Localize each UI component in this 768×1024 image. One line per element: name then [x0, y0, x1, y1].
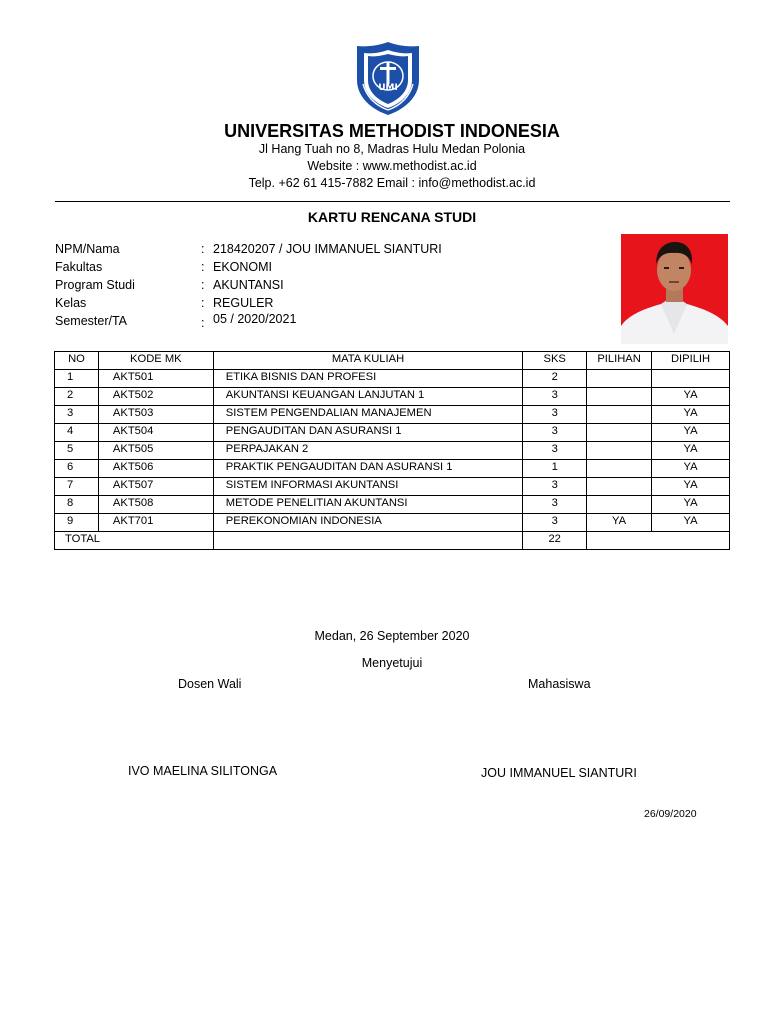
- cell-no: 1: [55, 370, 99, 388]
- cell-mata-kuliah: SISTEM INFORMASI AKUNTANSI: [213, 478, 522, 496]
- cell-sks: 3: [523, 388, 587, 406]
- cell-no: 6: [55, 460, 99, 478]
- cell-dipilih: YA: [652, 514, 730, 532]
- table-total-row: [55, 532, 730, 550]
- cell-sks: 3: [523, 514, 587, 532]
- cell-kode: AKT701: [98, 514, 213, 532]
- cell-sks: 1: [523, 460, 587, 478]
- cell-pilihan: YA: [587, 514, 652, 532]
- info-label-fakultas: Fakultas: [55, 260, 103, 274]
- info-colon: :: [201, 242, 205, 256]
- cell-sks: 3: [523, 478, 587, 496]
- place-date: Medan, 26 September 2020: [314, 629, 470, 643]
- cell-mata-kuliah: AKUNTANSI KEUANGAN LANJUTAN 1: [213, 388, 522, 406]
- courses-table: [54, 351, 730, 550]
- cell-dipilih: YA: [652, 478, 730, 496]
- cell-pilihan: [587, 442, 652, 460]
- university-address: Jl Hang Tuah no 8, Madras Hulu Medan Polonia: [258, 142, 526, 156]
- cell-pilihan: [587, 424, 652, 442]
- table-row: [55, 514, 730, 532]
- cell-no: 7: [55, 478, 99, 496]
- total-sks: 22: [523, 532, 587, 550]
- total-blank: [213, 532, 522, 550]
- student-name: JOU IMMANUEL SIANTURI: [481, 766, 637, 780]
- cell-kode: AKT505: [98, 442, 213, 460]
- cell-kode: AKT504: [98, 424, 213, 442]
- cell-dipilih: YA: [652, 460, 730, 478]
- info-label-npm: NPM/Nama: [55, 242, 120, 256]
- info-colon: :: [201, 296, 205, 310]
- cell-kode: AKT501: [98, 370, 213, 388]
- header-mata-kuliah: MATA KULIAH: [213, 352, 522, 370]
- cell-mata-kuliah: PRAKTIK PENGAUDITAN DAN ASURANSI 1: [213, 460, 522, 478]
- approval-text: Menyetujui: [361, 656, 423, 670]
- table-row: [55, 406, 730, 424]
- cell-no: 4: [55, 424, 99, 442]
- cell-sks: 3: [523, 424, 587, 442]
- table-row: [55, 460, 730, 478]
- advisor-role: Dosen Wali: [178, 677, 242, 691]
- cell-mata-kuliah: PEREKONOMIAN INDONESIA: [213, 514, 522, 532]
- cell-pilihan: [587, 460, 652, 478]
- info-colon: :: [201, 260, 205, 274]
- cell-dipilih: YA: [652, 442, 730, 460]
- total-label: TOTAL: [55, 532, 214, 550]
- advisor-name: IVO MAELINA SILITONGA: [128, 764, 278, 778]
- header-kode-mk: KODE MK: [98, 352, 213, 370]
- cell-dipilih: [652, 370, 730, 388]
- cell-mata-kuliah: PERPAJAKAN 2: [213, 442, 522, 460]
- university-name: UNIVERSITAS METHODIST INDONESIA: [224, 121, 560, 141]
- cell-no: 5: [55, 442, 99, 460]
- info-colon: :: [201, 278, 205, 292]
- table-header-row: [55, 352, 730, 370]
- cell-pilihan: [587, 388, 652, 406]
- student-role: Mahasiswa: [528, 677, 591, 691]
- info-label-prodi: Program Studi: [55, 278, 135, 292]
- cell-dipilih: YA: [652, 406, 730, 424]
- cell-no: 9: [55, 514, 99, 532]
- table-row: [55, 388, 730, 406]
- cell-mata-kuliah: ETIKA BISNIS DAN PROFESI: [213, 370, 522, 388]
- cell-dipilih: YA: [652, 424, 730, 442]
- cell-kode: AKT502: [98, 388, 213, 406]
- info-value-npm: 218420207 / JOU IMMANUEL SIANTURI: [213, 242, 442, 256]
- cell-kode: AKT508: [98, 496, 213, 514]
- table-row: [55, 442, 730, 460]
- cell-no: 3: [55, 406, 99, 424]
- cell-pilihan: [587, 478, 652, 496]
- cell-pilihan: [587, 406, 652, 424]
- total-blank: [587, 532, 730, 550]
- table-row: [55, 478, 730, 496]
- cell-no: 8: [55, 496, 99, 514]
- cell-sks: 2: [523, 370, 587, 388]
- logo-lettering: UMI: [378, 83, 398, 93]
- university-website: Website : www.methodist.ac.id: [307, 159, 477, 173]
- info-value-fakultas: EKONOMI: [213, 260, 273, 274]
- cell-mata-kuliah: SISTEM PENGENDALIAN MANAJEMEN: [213, 406, 522, 424]
- cell-sks: 3: [523, 496, 587, 514]
- university-contact: Telp. +62 61 415-7882 Email : info@methodist.ac.id: [248, 176, 536, 190]
- table-row: [55, 370, 730, 388]
- cell-no: 2: [55, 388, 99, 406]
- cell-dipilih: YA: [652, 496, 730, 514]
- info-value-kelas: REGULER: [213, 296, 274, 310]
- cell-dipilih: YA: [652, 388, 730, 406]
- header-pilihan: PILIHAN: [587, 352, 652, 370]
- cell-sks: 3: [523, 442, 587, 460]
- student-photo: [621, 234, 728, 344]
- info-value-prodi: AKUNTANSI: [213, 278, 284, 292]
- print-date: 26/09/2020: [644, 808, 697, 820]
- table-row: [55, 424, 730, 442]
- university-logo: [349, 40, 427, 116]
- cell-pilihan: [587, 496, 652, 514]
- cell-kode: AKT503: [98, 406, 213, 424]
- info-colon: :: [201, 316, 205, 330]
- info-label-kelas: Kelas: [55, 296, 87, 310]
- info-label-semester: Semester/TA: [55, 314, 128, 328]
- cell-sks: 3: [523, 406, 587, 424]
- table-row: [55, 496, 730, 514]
- header-divider: [55, 201, 730, 202]
- cell-kode: AKT506: [98, 460, 213, 478]
- info-value-semester: 05 / 2020/2021: [213, 312, 297, 326]
- header-no: NO: [55, 352, 99, 370]
- document-title: KARTU RENCANA STUDI: [307, 209, 477, 225]
- header-sks: SKS: [523, 352, 587, 370]
- cell-mata-kuliah: METODE PENELITIAN AKUNTANSI: [213, 496, 522, 514]
- cell-pilihan: [587, 370, 652, 388]
- cell-mata-kuliah: PENGAUDITAN DAN ASURANSI 1: [213, 424, 522, 442]
- header-dipilih: DIPILIH: [652, 352, 730, 370]
- cell-kode: AKT507: [98, 478, 213, 496]
